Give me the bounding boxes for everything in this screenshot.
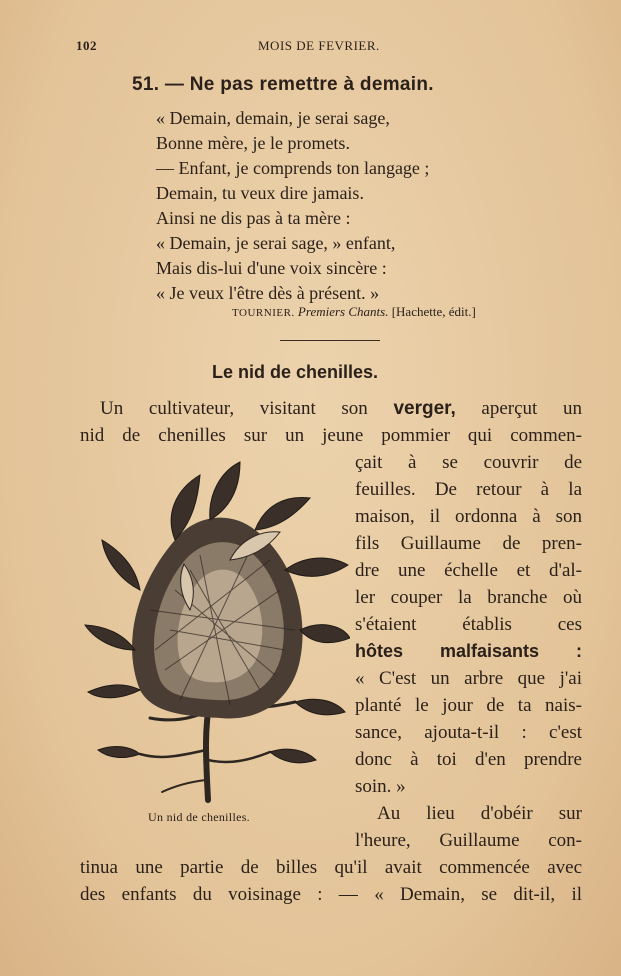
poem-line: — Enfant, je comprends ton langage ; [156, 158, 430, 178]
text-line: soin. » [355, 776, 406, 797]
credit-publisher: [Hachette, édit.] [391, 304, 476, 319]
poem-line: Ainsi ne dis pas à ta mère : [156, 208, 351, 228]
text-line: feuilles. De retour à la [355, 479, 582, 500]
text-line: ler couper la branche où [355, 587, 582, 608]
text-line: s'étaient établis ces [355, 614, 582, 635]
section-title-51: 51. — Ne pas remettre à demain. [132, 74, 434, 95]
poem-credit [232, 304, 476, 320]
text-line: sance, ajouta-t-il : c'est [355, 722, 582, 743]
poem-line: Bonne mère, je le promets. [156, 133, 350, 153]
text-line: fils Guillaume de pren- [355, 533, 582, 554]
text-line: Un cultivateur, visitant son verger, aperçut un [100, 398, 582, 419]
text-line: çait à se couvrir de [355, 452, 582, 473]
bold-word-verger: verger, [393, 398, 456, 419]
section-title-nid: Le nid de chenilles. [212, 362, 379, 382]
text-line: nid de chenilles sur un jeune pommier qui commen- [80, 425, 582, 446]
text-line: maison, il ordonna à son [355, 506, 582, 527]
text-line: « C'est un arbre que j'ai [355, 668, 582, 689]
text-line: Au lieu d'obéir sur [377, 803, 582, 824]
poem [156, 106, 429, 306]
text-line: planté le jour de ta nais- [355, 695, 582, 716]
illustration-caption: Un nid de chenilles. [148, 810, 250, 824]
section-divider [280, 340, 380, 341]
poem-line: « Je veux l'être dès à présent. » [156, 283, 380, 303]
nest-mass [132, 518, 303, 719]
caterpillar-nest-illustration [80, 460, 350, 805]
text-line-bold: hôtes malfaisants : [355, 641, 582, 661]
text-line: donc à toi d'en prendre [355, 749, 582, 770]
text-line: l'heure, Guillaume con- [355, 830, 582, 851]
page-number: 102 [76, 38, 97, 53]
running-title: MOIS DE FEVRIER. [258, 38, 380, 53]
poem-line: « Demain, je serai sage, » enfant, [156, 233, 396, 253]
poem-line: Demain, tu veux dire jamais. [156, 183, 364, 203]
text-line: dre une échelle et d'al- [355, 560, 582, 581]
poem-line: « Demain, demain, je serai sage, [156, 108, 390, 128]
credit-author: TOURNIER. [232, 307, 295, 319]
poem-line: Mais dis-lui d'une voix sincère : [156, 258, 387, 278]
text-line: tinua une partie de billes qu'il avait commencée avec [80, 857, 582, 878]
text-line: des enfants du voisinage : — « Demain, se dit-il, il [80, 884, 582, 905]
credit-work: Premiers Chants. [297, 304, 389, 319]
